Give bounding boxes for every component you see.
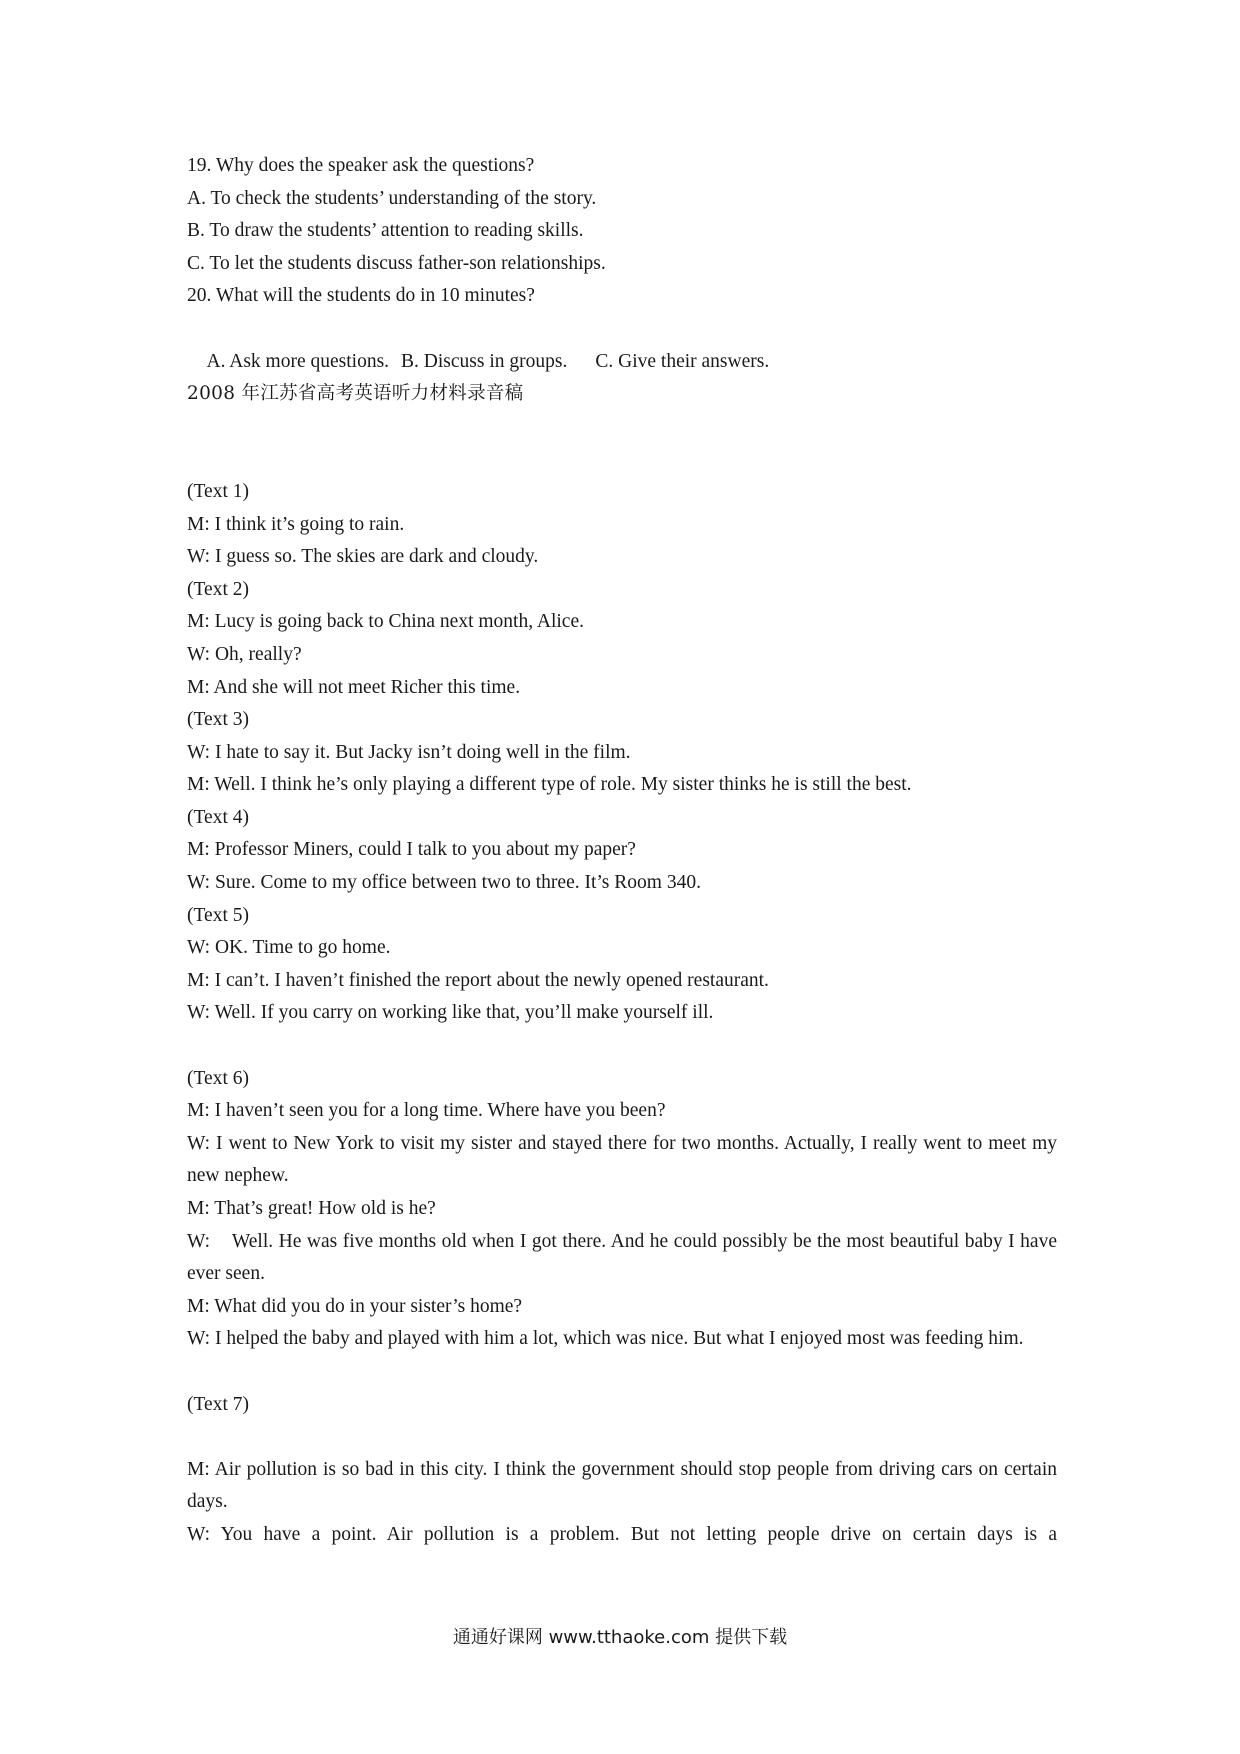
dialogue-line: M: And she will not meet Richer this time.	[187, 676, 521, 698]
text-4-heading: (Text 4)	[187, 806, 249, 828]
dialogue-line: M: That’s great! How old is he?	[187, 1198, 436, 1219]
text-1-heading: (Text 1)	[187, 480, 249, 502]
question-20-option-c: C. Give their answers.	[595, 350, 770, 372]
dialogue-line: M: Well. I think he’s only playing a different type of role. My sister thinks he is still the best.	[187, 774, 912, 796]
text-3-heading: (Text 3)	[187, 709, 249, 731]
dialogue-line: W: I helped the baby and played with him a lot, which was nice. But what I enjoyed most was feeding him.	[187, 1328, 1024, 1350]
dialogue-line: W: Sure. Come to my office between two to three. It’s Room 340.	[187, 872, 701, 894]
dialogue-line: W: I guess so. The skies are dark and cloudy.	[187, 546, 539, 568]
question-19-option-a: A. To check the students’ understanding of the story.	[187, 187, 597, 209]
text-6-heading: (Text 6)	[187, 1067, 249, 1089]
dialogue-line: W: Well. If you carry on working like that, you’ll make yourself ill.	[187, 1002, 714, 1024]
dialogue-line: M: I think it’s going to rain.	[187, 513, 405, 535]
dialogue-line: M: What did you do in your sister’s home?	[187, 1295, 523, 1317]
transcript-title: 2008 年江苏省高考英语听力材料录音稿	[187, 383, 524, 405]
dialogue-line: W: I hate to say it. But Jacky isn’t doing well in the film.	[187, 741, 631, 763]
dialogue-line: W: Well. He was five months old when I got there. And he could possibly be the most beautiful baby I have ever seen.	[187, 1230, 1062, 1285]
text-7-heading: (Text 7)	[187, 1393, 249, 1415]
question-19-option-b: B. To draw the students’ attention to reading skills.	[187, 220, 584, 242]
dialogue-line: W: I went to New York to visit my sister and stayed there for two months. Actually, I really went to meet my new nephew.	[187, 1132, 1057, 1187]
dialogue-line: M: Air pollution is so bad in this city. I think the government should stop people from driving cars on certain days.	[187, 1458, 1057, 1513]
footer-source-note: 通通好课网 www.tthaoke.com 提供下载	[452, 1627, 788, 1648]
question-19: 19. Why does the speaker ask the questions?	[187, 155, 535, 176]
question-19-option-c: C. To let the students discuss father-son relationships.	[187, 252, 606, 274]
question-20: 20. What will the students do in 10 minutes?	[187, 285, 535, 307]
dialogue-line: M: I haven’t seen you for a long time. Where have you been?	[187, 1100, 666, 1122]
question-20-options	[187, 313, 1057, 372]
dialogue-line: W: OK. Time to go home.	[187, 937, 391, 959]
dialogue-line: M: Professor Miners, could I talk to you about my paper?	[187, 839, 636, 861]
question-20-option-a: A. Ask more questions.	[206, 350, 390, 372]
dialogue-line: W: Oh, really?	[187, 643, 302, 665]
document-page	[187, 150, 1062, 1552]
dialogue-line: M: Lucy is going back to China next month, Alice.	[187, 611, 584, 633]
text-2-heading: (Text 2)	[187, 578, 249, 600]
text-5-heading: (Text 5)	[187, 904, 249, 926]
question-20-option-b: B. Discuss in groups.	[401, 350, 568, 372]
dialogue-line: M: I can’t. I haven’t finished the report about the newly opened restaurant.	[187, 969, 769, 991]
dialogue-line: W: You have a point. Air pollution is a problem. But not letting people drive on certain days is a	[187, 1523, 1057, 1545]
